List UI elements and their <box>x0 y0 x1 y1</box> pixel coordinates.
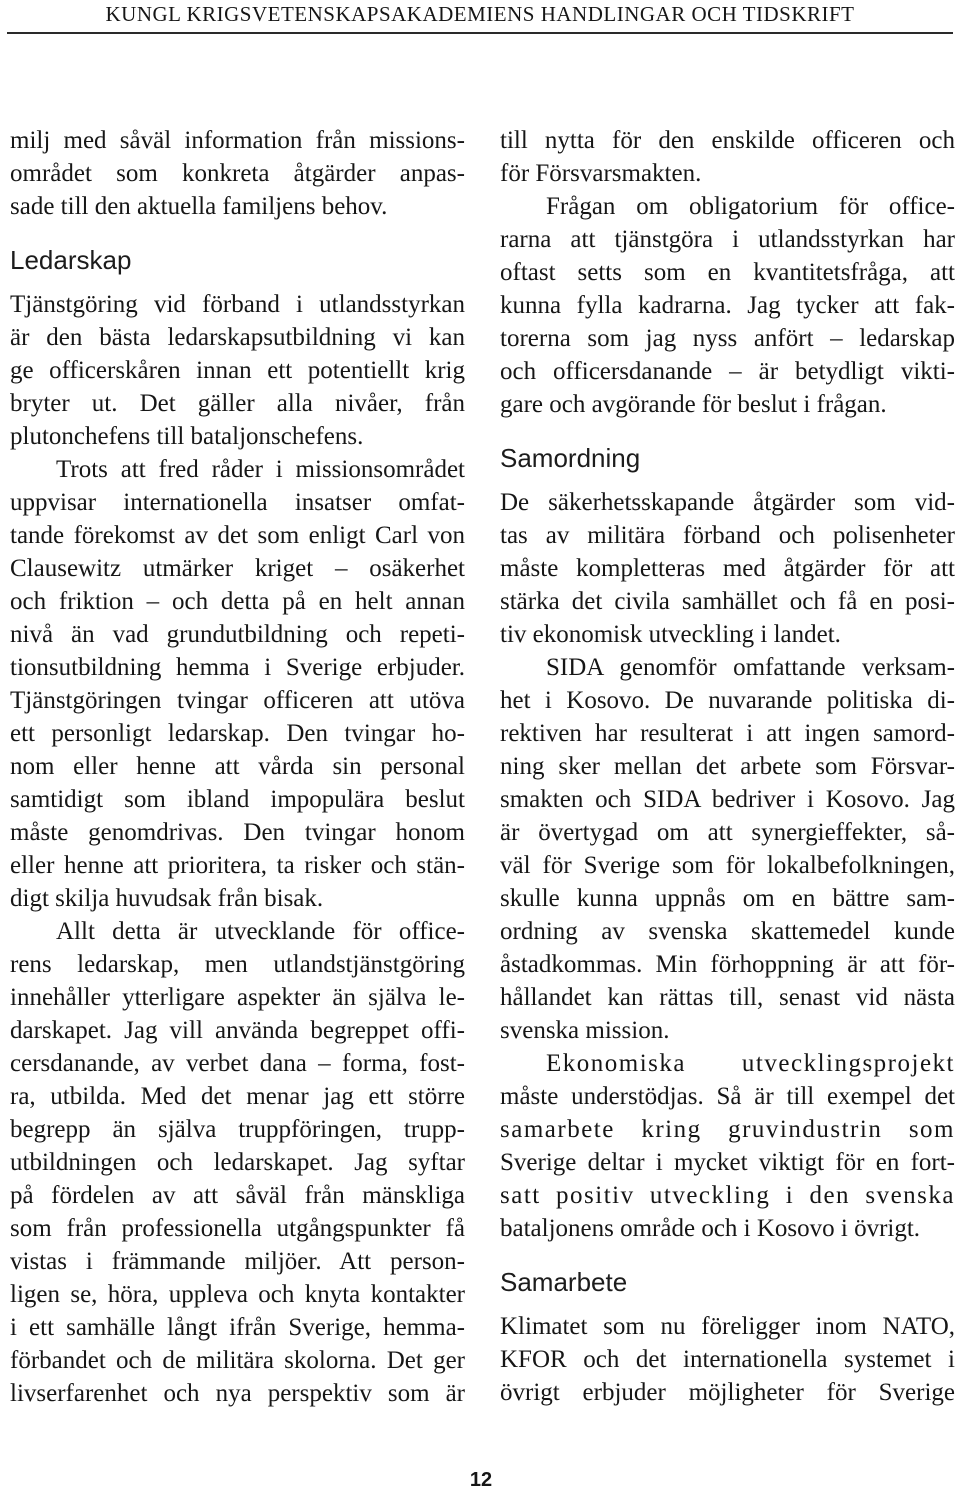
text-line: plutonchefens till bataljonschefens. <box>10 423 364 450</box>
text-line: KFOR och det internationella systemet i <box>500 1346 955 1373</box>
text-line: Tjänstgöring vid förband i utlandsstyrkan <box>10 291 465 318</box>
text-line: ett personligt ledarskap. Den tvingar ho- <box>10 720 465 747</box>
paragraph <box>500 190 955 421</box>
text-line: cersdanande, av verbet dana – forma, fost- <box>10 1050 465 1077</box>
text-line: Tjänstgöringen tvingar officeren att utöva <box>10 687 465 714</box>
text-line: Sverige deltar i mycket viktigt för en fort- <box>500 1149 955 1176</box>
paragraph <box>500 486 955 651</box>
paragraph <box>10 915 465 1410</box>
text-line: Allt detta är utvecklande för office- <box>56 918 465 945</box>
text-line: måste genomdrivas. Den tvingar honom <box>10 819 465 846</box>
text-line: sade till den aktuella familjens behov. <box>10 193 388 220</box>
text-line: milj med såväl information från missions- <box>10 127 465 154</box>
text-line: oftast setts som en kvantitetsfråga, att <box>500 259 955 286</box>
section-heading: Samordning <box>500 443 641 473</box>
text-line: utbildningen och ledarskapet. Jag syftar <box>10 1149 465 1176</box>
text-line: åstadkommas. Min förhoppning är att för- <box>500 951 955 978</box>
text-line: måste understödjas. Så är till exempel det <box>500 1083 955 1110</box>
text-line: tas av militära förband och polisenheter <box>500 522 955 549</box>
text-line: ordning av svenska skattemedel kunde <box>500 918 955 945</box>
text-line: måste kompletteras med åtgärder för att <box>500 555 955 582</box>
text-line: samtidigt som ibland impopulära beslut <box>10 786 465 813</box>
page-number: 12 <box>469 1469 493 1491</box>
paragraph <box>500 1047 955 1245</box>
text-line: stärka det civila samhället och få en posi- <box>500 588 955 615</box>
text-line: Klimatet som nu föreligger inom NATO, <box>500 1313 955 1340</box>
text-line: hållandet kan rättas till, senast vid nästa <box>500 984 955 1011</box>
text-line: eller henne att prioritera, ta risker och stän- <box>10 852 465 879</box>
text-line: området som konkreta åtgärder anpas- <box>10 160 465 187</box>
text-line: samarbete kring gruvindustrin som <box>500 1116 955 1143</box>
text-line: tande förekomst av det som enligt Carl von <box>10 522 465 549</box>
text-line: het i Kosovo. De nuvarande politiska di- <box>500 687 955 714</box>
text-line: smakten och SIDA bedriver i Kosovo. Jag <box>500 786 955 813</box>
text-line: rektiven har resulterat i att ingen samord- <box>500 720 955 747</box>
text-line: nivå än vad grundutbildning och repeti- <box>10 621 465 648</box>
text-line: begrepp än själva truppföringen, trupp- <box>10 1116 465 1143</box>
text-line: De säkerhetsskapande åtgärder som vid- <box>500 489 955 516</box>
text-line: uppvisar internationella insatser omfat- <box>10 489 465 516</box>
text-line: Trots att fred råder i missionsområdet <box>56 456 465 483</box>
text-line: gare och avgörande för beslut i frågan. <box>500 391 887 418</box>
text-line: vistas i främmande miljöer. Att person- <box>10 1248 465 1275</box>
right-column <box>500 124 955 1409</box>
text-line: rarna att tjänstgöra i utlandsstyrkan har <box>500 226 955 253</box>
text-line: övrigt erbjuder möjligheter för Sverige <box>500 1379 955 1406</box>
section-heading: Ledarskap <box>10 245 132 275</box>
paragraph <box>500 1310 955 1409</box>
text-line: innehåller ytterligare aspekter än själva le- <box>10 984 465 1011</box>
paragraph <box>10 288 465 453</box>
text-line: som från professionella utgångspunkter få <box>10 1215 465 1242</box>
text-line: är övertygad om att synergieffekter, så- <box>500 819 955 846</box>
text-line: tionsutbildning hemma i Sverige erbjuder. <box>10 654 465 681</box>
text-line: till nytta för den enskilde officeren och <box>500 127 955 154</box>
text-line: bryter ut. Det gäller alla nivåer, från <box>10 390 465 417</box>
text-line: Ekonomiska utvecklingsprojekt <box>546 1050 955 1077</box>
paragraph <box>10 124 465 223</box>
text-line: kunna fylla kadrarna. Jag tycker att fak- <box>500 292 955 319</box>
text-line: är den bästa ledarskapsutbildning vi kan <box>10 324 465 351</box>
text-line: för Försvarsmakten. <box>500 160 702 187</box>
text-line: SIDA genomför omfattande verksam- <box>546 654 955 681</box>
text-line: ge officerskåren innan ett potentiellt krig <box>10 357 465 384</box>
text-line: Frågan om obligatorium för office- <box>546 193 955 220</box>
text-line: bataljonens område och i Kosovo i övrigt. <box>500 1215 921 1242</box>
text-line: ra, utbilda. Med det menar jag ett större <box>10 1083 465 1110</box>
paragraph <box>10 453 465 915</box>
text-line: förbandet och de militära skolorna. Det ger <box>10 1347 465 1374</box>
text-line: i ett samhälle långt ifrån Sverige, hemma- <box>10 1314 465 1341</box>
text-line: ligen se, höra, uppleva och knyta kontakter <box>10 1281 465 1308</box>
text-line: livserfarenhet och nya perspektiv som är <box>10 1380 465 1407</box>
text-line: darskapet. Jag vill använda begreppet offi- <box>10 1017 465 1044</box>
text-line: nom eller henne att vårda sin personal <box>10 753 465 780</box>
paragraph <box>500 124 955 190</box>
text-line: tiv ekonomisk utveckling i landet. <box>500 621 841 648</box>
text-line: digt skilja huvudsak från bisak. <box>10 885 324 912</box>
text-line: Clausewitz utmärker kriget – osäkerhet <box>10 555 465 582</box>
section-heading: Samarbete <box>500 1267 628 1297</box>
text-line: rens ledarskap, men utlandstjänstgöring <box>10 951 465 978</box>
text-line: väl för Sverige som för lokalbefolkningen, <box>500 852 955 879</box>
text-line: skulle kunna uppnås om en bättre sam- <box>500 885 955 912</box>
running-header: KUNGL KRIGSVETENSKAPSAKADEMIENS HANDLINGAR OCH TIDSKRIFT <box>105 2 855 26</box>
text-line: svenska mission. <box>500 1017 670 1044</box>
text-line: ning sker mellan det arbete som Försvar- <box>500 753 955 780</box>
text-line: satt positiv utveckling i den svenska <box>500 1182 955 1209</box>
text-line: och friktion – och detta på en helt annan <box>10 588 465 615</box>
left-column <box>10 124 465 1410</box>
text-line: torerna som jag nyss anfört – ledarskap <box>500 325 955 352</box>
text-line: på fördelen av att såväl från mänskliga <box>10 1182 465 1209</box>
header-rule <box>7 32 953 34</box>
paragraph <box>500 651 955 1047</box>
text-line: och officersdanande – är betydligt vikti- <box>500 358 955 385</box>
